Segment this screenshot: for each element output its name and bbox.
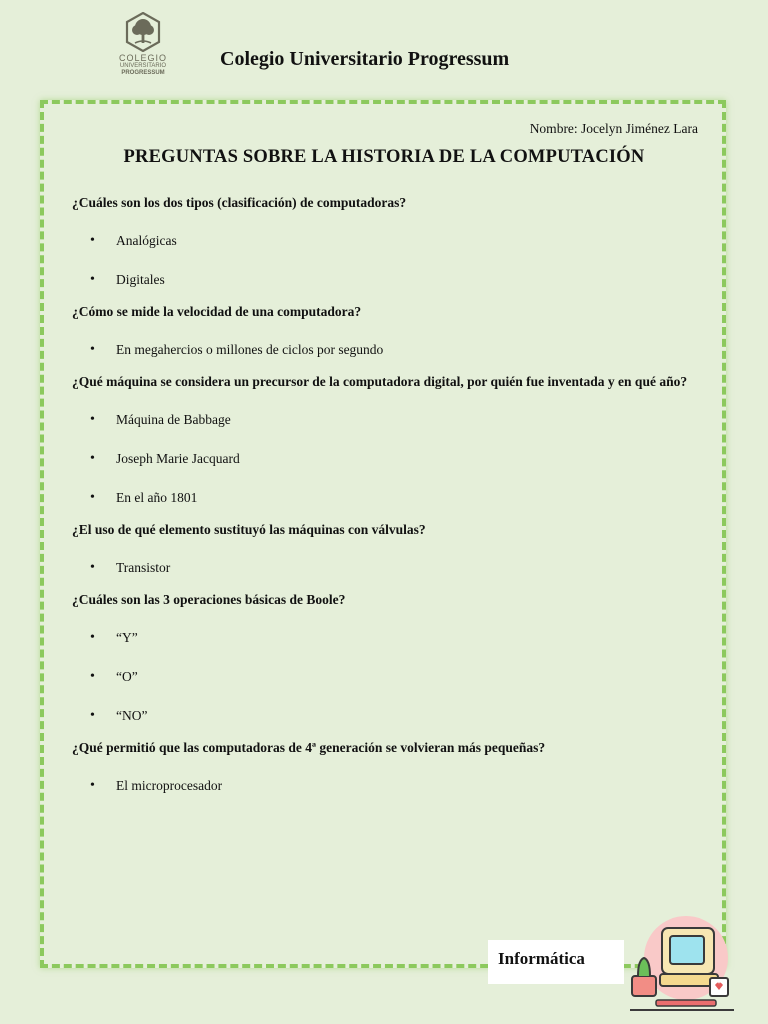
- answer-list-3: [72, 400, 702, 517]
- answer-item: • Analógicas: [72, 221, 702, 260]
- subject-label: Informática: [488, 940, 624, 984]
- answer-item: • El microprocesador: [72, 766, 702, 805]
- answer-item: • “O”: [72, 657, 702, 696]
- answer-item: • Digitales: [72, 260, 702, 299]
- question-1: ¿Cuáles son los dos tipos (clasificación) de computadoras?: [72, 195, 407, 210]
- school-logo: [110, 12, 176, 86]
- questions-list: [72, 190, 702, 805]
- answer-item: • En megahercios o millones de ciclos por segundo: [72, 330, 702, 369]
- answer-list-6: [72, 766, 702, 805]
- logo-text-line3: PROGRESSUM: [121, 70, 165, 76]
- logo-text-line1: COLEGIO: [118, 53, 167, 63]
- document-title: PREGUNTAS SOBRE LA HISTORIA DE LA COMPUTACIÓN: [123, 147, 645, 167]
- answer-item: • “NO”: [72, 696, 702, 735]
- student-name: Nombre: Jocelyn Jiménez Lara: [529, 121, 698, 136]
- question-5: ¿Cuáles son las 3 operaciones básicas de Boole?: [72, 592, 346, 607]
- answer-list-2: [72, 330, 702, 369]
- question-2: ¿Cómo se mide la velocidad de una computadora?: [72, 304, 362, 319]
- school-name: Colegio Universitario Progressum: [220, 48, 510, 70]
- answer-item: • En el año 1801: [72, 478, 702, 517]
- question-3: ¿Qué máquina se considera un precursor de la computadora digital, por quién fue inventada y en qué año?: [72, 374, 688, 389]
- answer-item: • “Y”: [72, 618, 702, 657]
- answer-list-4: [72, 548, 702, 587]
- question-4: ¿El uso de qué elemento sustituyó las máquinas con válvulas?: [72, 522, 426, 537]
- logo-text-line2: UNIVERSITARIO: [119, 63, 167, 69]
- answer-list-1: [72, 221, 702, 299]
- tree-logo-icon: [125, 12, 161, 52]
- answer-item: • Máquina de Babbage: [72, 400, 702, 439]
- answer-item: • Transistor: [72, 548, 702, 587]
- answer-list-5: [72, 618, 702, 735]
- question-6: ¿Qué permitió que las computadoras de 4ª generación se volvieran más pequeñas?: [72, 740, 546, 755]
- answer-item: • Joseph Marie Jacquard: [72, 439, 702, 478]
- retro-computer-icon: [626, 914, 738, 1014]
